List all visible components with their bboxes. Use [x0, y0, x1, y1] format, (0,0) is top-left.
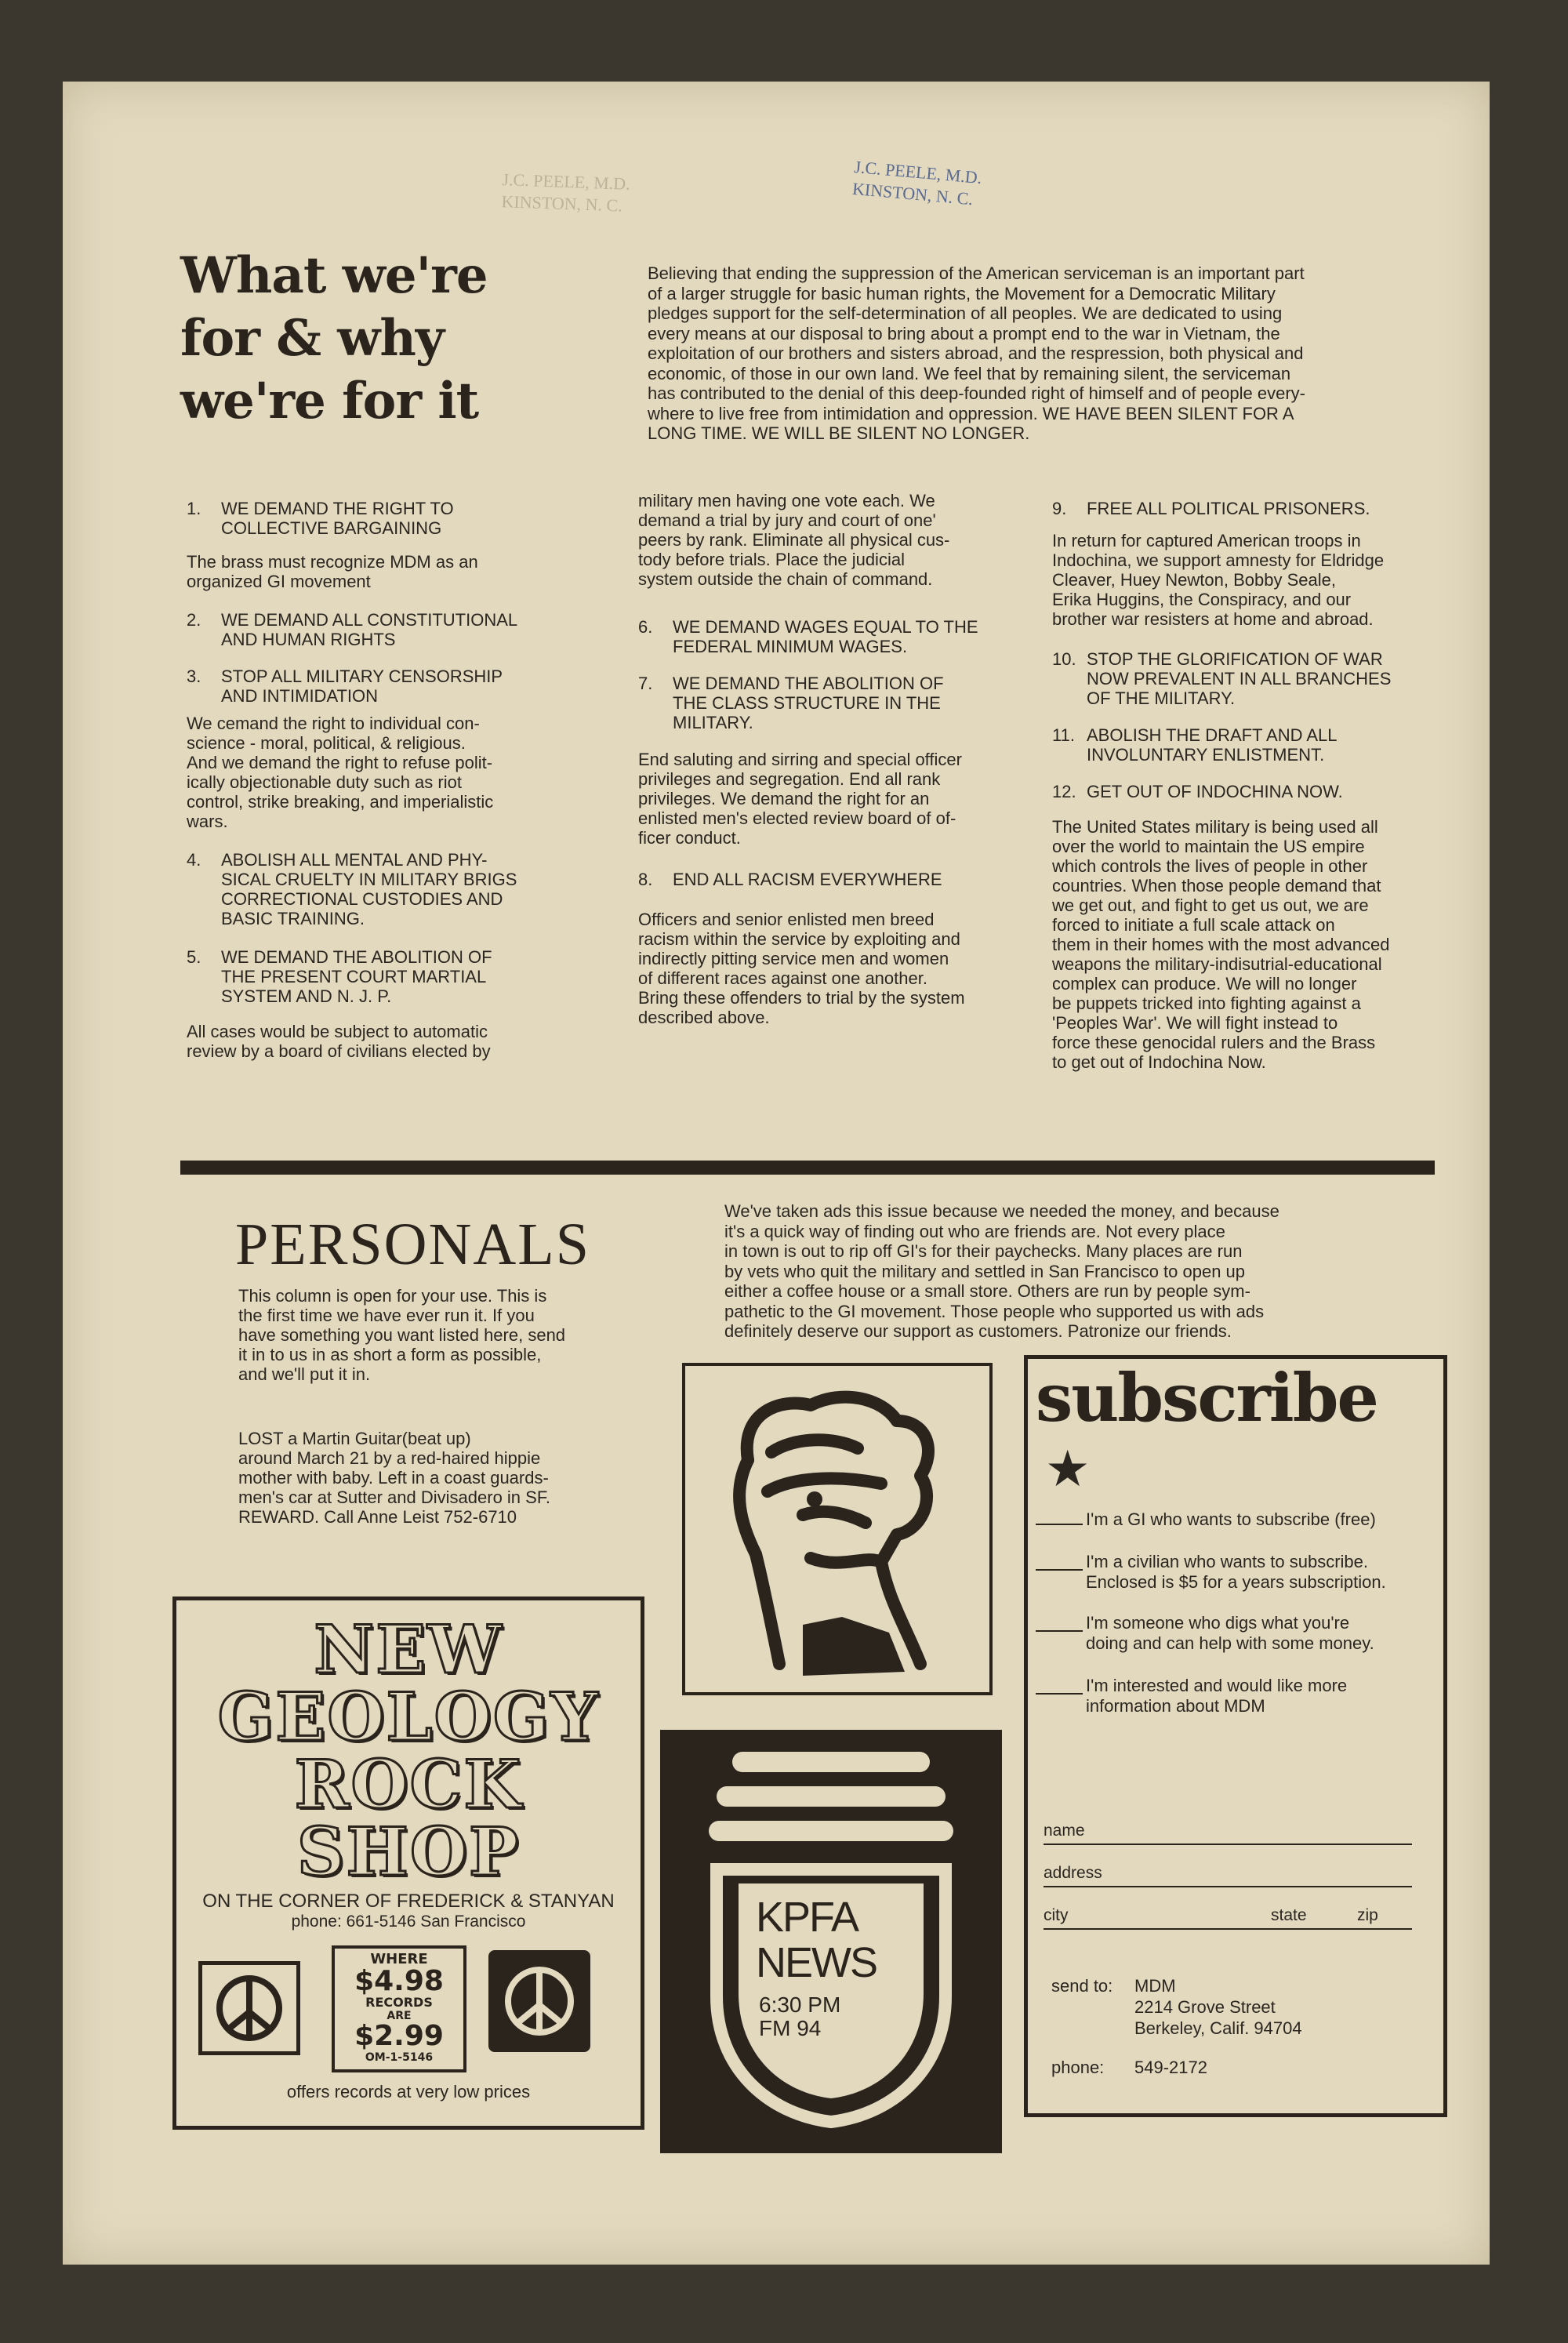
- stamp-line-2: KINSTON, N. C.: [851, 178, 974, 209]
- checkbox-blank[interactable]: [1036, 1552, 1083, 1571]
- city-state-zip-field[interactable]: city state zip: [1044, 1906, 1412, 1930]
- checkbox-blank[interactable]: [1036, 1613, 1083, 1632]
- peace-icon: [488, 1950, 590, 2052]
- phone-label: phone:: [1051, 2058, 1105, 2077]
- demand-9-body: In return for captured American troops in Indochina, we support amnesty for Eldridge Cleaver, Huey Newton, Bobby Seale, Erika Huggins, the Conspiracy, and our brother war resisters at home and abroad.: [1052, 531, 1385, 629]
- demand-11: 11. ABOLISH THE DRAFT AND ALL INVOLUNTARY ENLISTMENT.: [1052, 725, 1338, 765]
- subscribe-option-info[interactable]: I'm interested and would like more information about MDM: [1036, 1676, 1428, 1716]
- demand-10: 10. STOP THE GLORIFICATION OF WAR NOW PREVALENT IN ALL BRANCHES OF THE MILITARY.: [1052, 649, 1392, 708]
- demand-7-body: End saluting and sirring and special officer privileges and segregation. End all rank privileges. We demand the right for an enlisted men's elected review board of of- ficer conduct.: [638, 750, 962, 848]
- send-to-label: send to:: [1051, 1976, 1113, 1996]
- headline: What we're for & why we're for it: [180, 246, 488, 430]
- subscribe-form: [1024, 1355, 1447, 2117]
- checkbox-blank[interactable]: [1036, 1676, 1083, 1695]
- demand-6: 6. WE DEMAND WAGES EQUAL TO THE FEDERAL MINIMUM WAGES.: [638, 617, 978, 656]
- demand-9: 9. FREE ALL POLITICAL PRISONERS.: [1052, 499, 1370, 518]
- rock-shop-tagline: offers records at very low prices: [286, 2082, 531, 2101]
- new-geology-rock-shop-ad: [172, 1597, 644, 2130]
- demand-3: 3. STOP ALL MILITARY CENSORSHIP AND INTIMIDATION: [187, 667, 503, 706]
- demand-12: 12. GET OUT OF INDOCHINA NOW.: [1052, 782, 1343, 801]
- peace-icon: [202, 1965, 296, 2051]
- peace-sign-left: [198, 1961, 300, 2055]
- personals-intro: This column is open for your use. This is the first time we have ever run it. If you have something you want listed here, send it in to us in as short a form as possible, and we'll put it in.: [238, 1286, 566, 1384]
- name-field[interactable]: name: [1044, 1822, 1412, 1845]
- subscribe-option-gi[interactable]: I'm a GI who wants to subscribe (free): [1036, 1509, 1428, 1530]
- raised-fist-icon: [685, 1366, 989, 1692]
- demand-5: 5. WE DEMAND THE ABOLITION OF THE PRESENT COURT MARTIAL SYSTEM AND N. J. P.: [187, 947, 492, 1006]
- demand-1-body: The brass must recognize MDM as an organized GI movement: [187, 552, 478, 591]
- subscribe-option-civilian[interactable]: I'm a civilian who wants to subscribe. Enclosed is $5 for a years subscription.: [1036, 1552, 1428, 1593]
- demand-5-continued: military men having one vote each. We demand a trial by jury and court of one' peers by rank. Eliminate all physical cus- tody before trials. Place the judicial system outside the chain of command.: [638, 491, 950, 589]
- kpfa-schedule: 6:30 PM FM 94: [759, 1992, 841, 2040]
- rock-shop-address: ON THE CORNER OF FREDERICK & STANYAN: [202, 1891, 615, 1912]
- demand-8-body: Officers and senior enlisted men breed racism within the service by exploiting and indirectly pitting service men and women of different races against one another. Bring these offenders to trial by the system described above.: [638, 910, 965, 1027]
- mdm-phone: 549-2172: [1134, 2058, 1207, 2077]
- mdm-address: MDM 2214 Grove Street Berkeley, Calif. 94704: [1134, 1976, 1302, 2038]
- checkbox-blank[interactable]: [1036, 1524, 1083, 1525]
- intro-paragraph: Believing that ending the suppression of the American serviceman is an important part of a larger struggle for basic human rights, the Movement for a Democratic Military pledges support for the self-determination of all peoples. We are dedicated to using every means at our disposal to bring about a prompt end to the war in Vietnam, the exploitation of our brothers and sisters abroad, and the respression, both physical and economic, of those in our own land. We feel that by remaining silent, the serviceman has contributed to the denial of this deep-founded right of himself and of people every- where to live free from intimidation and oppression. WE HAVE BEEN SILENT FOR A LONG TIME. WE WILL BE SILENT NO LONGER.: [648, 263, 1305, 443]
- demand-4: 4. ABOLISH ALL MENTAL AND PHY- SICAL CRUELTY IN MILITARY BRIGS CORRECTIONAL CUSTODIES AND BASIC TRAINING.: [187, 850, 517, 928]
- address-field[interactable]: address: [1044, 1864, 1412, 1887]
- price-tag: WHERE $4.98 RECORDS ARE $2.99 OM-1-5146: [332, 1945, 466, 2072]
- section-divider: [180, 1161, 1435, 1175]
- demands-column-3: [1052, 499, 1460, 1072]
- demand-2: 2. WE DEMAND ALL CONSTITUTIONAL AND HUMAN RIGHTS: [187, 610, 518, 649]
- rock-shop-phone: phone: 661-5146 San Francisco: [291, 1913, 526, 1931]
- personals-title: PERSONALS: [235, 1211, 590, 1277]
- bleed-through-stamp: J.C. PEELE, M.D. KINSTON, N. C.: [501, 169, 631, 216]
- demand-3-body: We cemand the right to individual con- science - moral, political, & religious. And we demand the right to refuse polit- ically objectionable duty such as riot control, strike breaking, and imperialistic wars.: [187, 714, 494, 831]
- personals-lost-ad: LOST a Martin Guitar(beat up) around March 21 by a red-haired hippie mother with baby. Left in a coast guards- men's car at Sutter and Divisadero in SF. REWARD. Call Anne Leist 752-6710: [238, 1429, 550, 1527]
- demand-8: 8. END ALL RACISM EVERYWHERE: [638, 870, 942, 889]
- stamp-line-1: J.C. PEELE, M.D.: [853, 156, 983, 188]
- rock-shop-title: NEW GEOLOGY ROCK SHOP: [217, 1611, 600, 1891]
- demand-5-body: All cases would be subject to automatic review by a board of civilians elected by: [187, 1022, 491, 1061]
- demand-1: 1. WE DEMAND THE RIGHT TO COLLECTIVE BARGAINING: [187, 499, 454, 538]
- demands-column-2: [638, 491, 1046, 1027]
- subscribe-title: subscribe: [1036, 1359, 1377, 1437]
- raised-fist-ad: [682, 1363, 993, 1695]
- peace-sign-right: [488, 1950, 590, 2052]
- star-icon: ★: [1045, 1440, 1091, 1497]
- demand-12-body: The United States military is being used all over the world to maintain the US empire which controls the lives of people in other countries. When those people demand that we get out, and fight to get us out, we are forced to initiate a full scale attack on them in their homes with the most advanced weapons the military-indisutrial-educational complex can produce. We will no longer be puppets tricked into fighting against a 'Peoples War'. We will fight instead to force these genocidal rulers and the Brass to get out of Indochina Now.: [1052, 817, 1390, 1072]
- demand-7: 7. WE DEMAND THE ABOLITION OF THE CLASS STRUCTURE IN THE MILITARY.: [638, 674, 944, 732]
- kpfa-name: KPFA NEWS: [756, 1894, 877, 1986]
- kpfa-news-ad: [660, 1730, 1002, 2153]
- ads-note: We've taken ads this issue because we needed the money, and because it's a quick way of finding out who are friends are. Not every place in town is out to rip off GI's for their paychecks. Many places are run by vets who quit the military and settled in San Francisco to open up either a coffee house or a small store. Others are run by people sym- pathetic to the GI movement. Those people who supported us with ads definitely deserve our support as customers. Patronize our friends.: [724, 1201, 1279, 1341]
- subscribe-option-donor[interactable]: I'm someone who digs what you're doing and can help with some money.: [1036, 1613, 1428, 1654]
- demands-column-1: [187, 499, 594, 1061]
